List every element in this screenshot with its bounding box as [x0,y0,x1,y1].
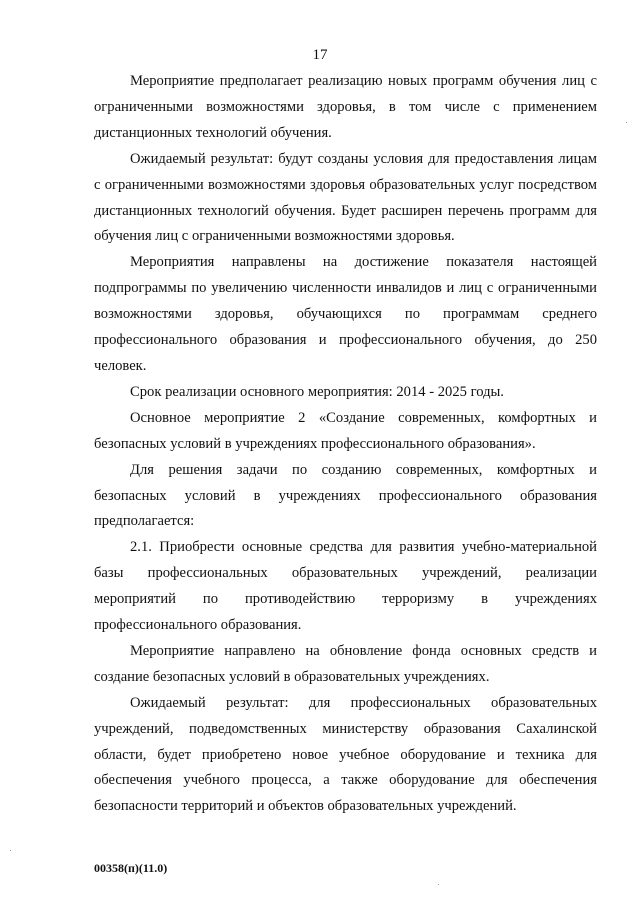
paragraph-implementation-period: Срок реализации основного мероприятия: 2014 - 2025 годы. [130,383,504,400]
paragraph-task-description: Для решения задачи по созданию современных, комфортных и безопасных условий в учреждениях профессионального образования предполагается: [94,461,597,530]
document-body [94,69,597,820]
paragraph-expected-result-distance-learning: Ожидаемый результат: будут созданы условия для предоставления лицам с ограниченными возможностями здоровья образовательных услуг посредством дистанционных технологий обучения. Будет расширен перечень программ для обучения лиц с ограниченными возможностями здоровья. [94,150,597,245]
paragraph-fund-renewal: Мероприятие направлено на обновление фонда основных средств и создание безопасных условий в образовательных учреждениях. [94,642,597,685]
scan-speck [10,850,11,851]
paragraph-item-2-1: 2.1. Приобрести основные средства для развития учебно-материальной базы профессиональных образовательных учреждений, реализации мероприятий по противодействию терроризму в учреждениях профессионального образования. [94,539,597,634]
paragraph-expected-result-equipment: Ожидаемый результат: для профессиональных образовательных учреждений, подведомственных министерству образования Сахалинской области, будет приобретено новое учебное оборудование и техника для обеспечения учебного процесса, а также оборудование для обеспечения безопасности территорий и объектов образовательных учреждений. [94,694,597,815]
scan-speck [438,884,439,885]
scan-speck [626,122,627,123]
paragraph-main-activity-2: Основное мероприятие 2 «Создание современных, комфортных и безопасных условий в учреждениях профессионального образования». [94,409,597,452]
paragraph-indicator-target: Мероприятия направлены на достижение показателя настоящей подпрограммы по увеличению численности инвалидов и лиц с ограниченными возможностями здоровья, обучающихся по программам среднего профессионального образования и профессионального обучения, до 250 человек. [94,254,597,374]
document-code: 00358(п)(11.0) [94,861,168,875]
paragraph-program-implementation: Мероприятие предполагает реализацию новых программ обучения лиц с ограниченными возможностями здоровья, в том числе с применением дистанционных технологий обучения. [94,73,597,141]
page-number: 17 [312,47,328,63]
